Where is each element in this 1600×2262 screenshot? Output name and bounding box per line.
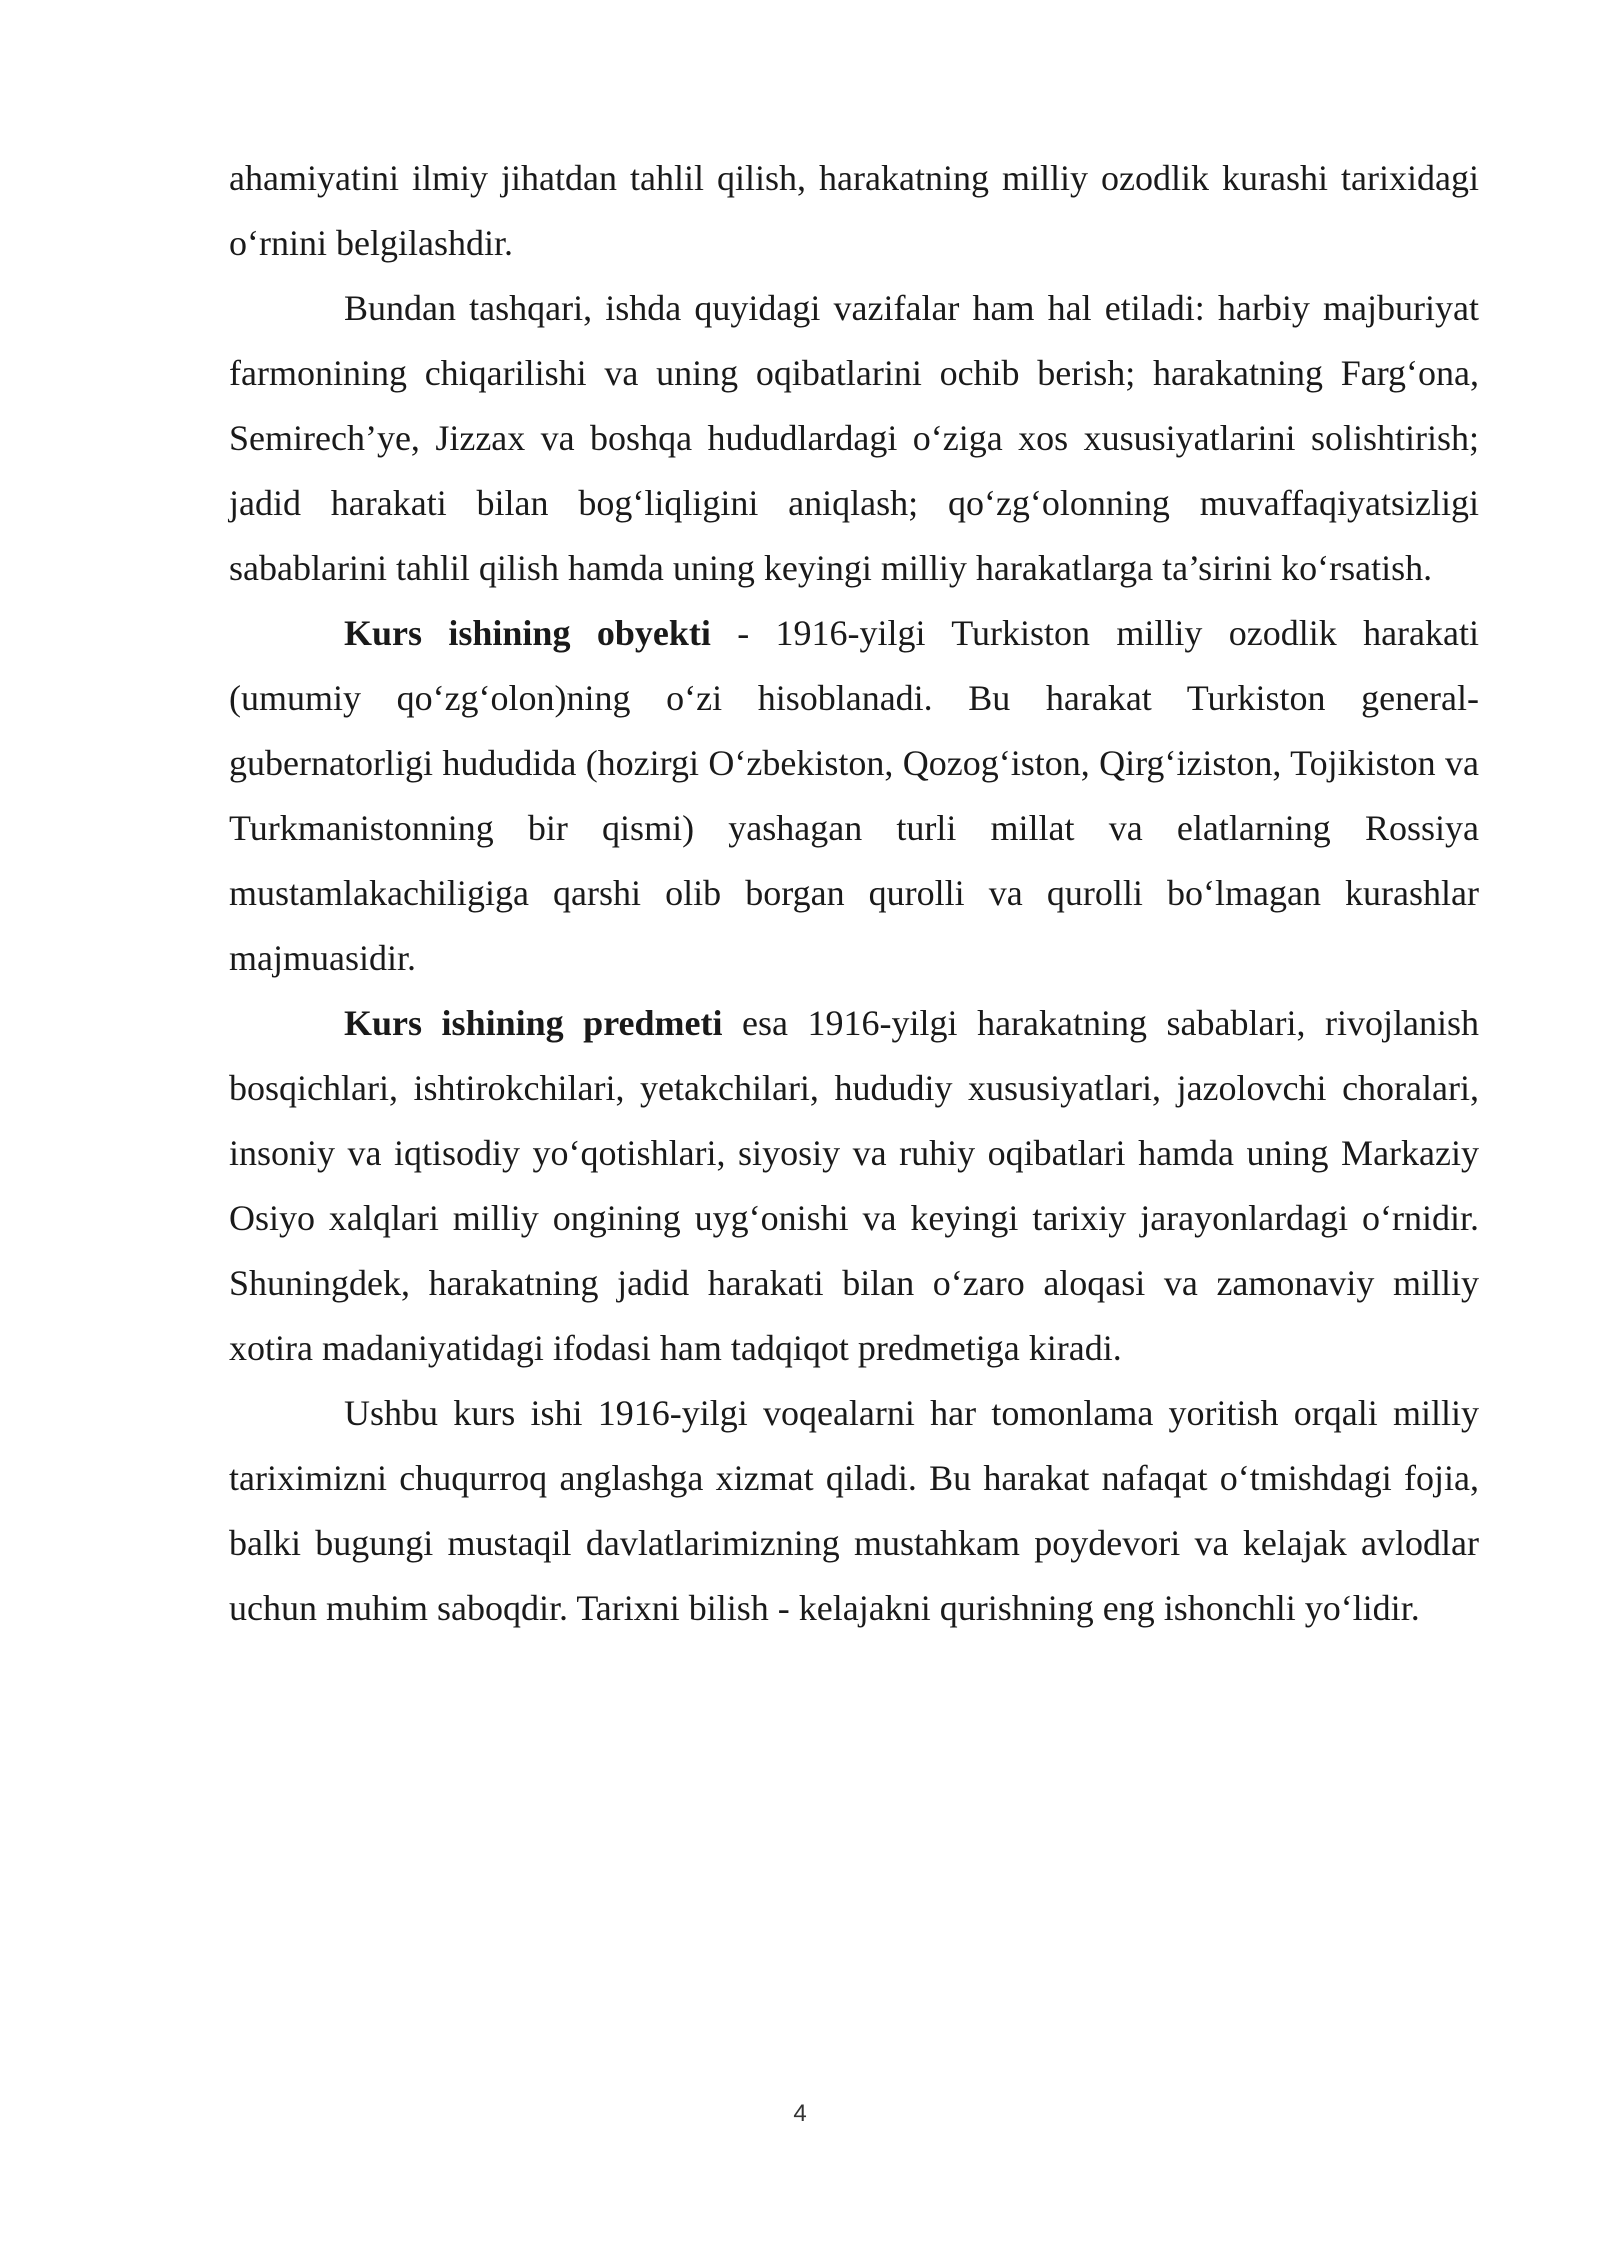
paragraph-object [229, 601, 1479, 991]
paragraph-text: ahamiyatini ilmiy jihatdan tahlil qilish, harakatning milliy ozodlik kurashi tarixidagi o‘rnini belgilashdir. [229, 158, 1479, 263]
paragraph-tasks [229, 276, 1479, 601]
paragraph-continuation [229, 146, 1479, 276]
paragraph-text: Bundan tashqari, ishda quyidagi vazifalar ham hal etiladi: harbiy majburiyat farmonining chiqarilishi va uning oqibatlarini ochib berish; harakatning Farg‘ona, Semirech’ye, Jizzax va boshqa hududlardagi o‘ziga xos xususiyatlarini solishtirish; jadid harakati bilan bog‘liqligini aniqlash; qo‘zg‘olonning muvaffaqiyatsizligi sabablarini tahlil qilish hamda uning keyingi milliy harakatlarga ta’sirini ko‘rsatish. [229, 288, 1479, 588]
document-body [229, 146, 1479, 1641]
paragraph-text: esa 1916-yilgi harakatning sabablari, rivojlanish bosqichlari, ishtirokchilari, yetakchilari, hududiy xususiyatlari, jazolovchi choralari, insoniy va iqtisodiy yo‘qotishlari, siyosiy va ruhiy oqibatlari hamda uning Markaziy Osiyo xalqlari milliy ongining uyg‘onishi va keyingi tarixiy jarayonlardagi o‘rnidir. Shuningdek, harakatning jadid harakati bilan o‘zaro aloqasi va zamonaviy milliy xotira madaniyatidagi ifodasi ham tadqiqot predmetiga kiradi. [229, 1003, 1479, 1368]
paragraph-conclusion [229, 1381, 1479, 1641]
paragraph-subject [229, 991, 1479, 1381]
paragraph-bold-lead: Kurs ishining obyekti [344, 613, 711, 653]
paragraph-text: Ushbu kurs ishi 1916-yilgi voqealarni har tomonlama yoritish orqali milliy tariximizni chuqurroq anglashga xizmat qiladi. Bu harakat nafaqat o‘tmishdagi fojia, balki bugungi mustaqil davlatlarimizning mustahkam poydevori va kelajak avlodlar uchun muhim saboqdir. Tarixni bilish - kelajakni qurishning eng ishonchli yo‘lidir. [229, 1393, 1479, 1628]
paragraph-bold-lead: Kurs ishining predmeti [344, 1003, 723, 1043]
page-number: 4 [793, 2100, 807, 2127]
paragraph-text: - 1916-yilgi Turkiston milliy ozodlik harakati (umumiy qo‘zg‘olon)ning o‘zi hisoblanadi. Bu harakat Turkiston general-gubernatorligi hududida (hozirgi O‘zbekiston, Qozog‘iston, Qirg‘iziston, Tojikiston va Turkmanistonning bir qismi) yashagan turli millat va elatlarning Rossiya mustamlakachiligiga qarshi olib borgan qurolli va qurolli bo‘lmagan kurashlar majmuasidir. [229, 613, 1480, 978]
